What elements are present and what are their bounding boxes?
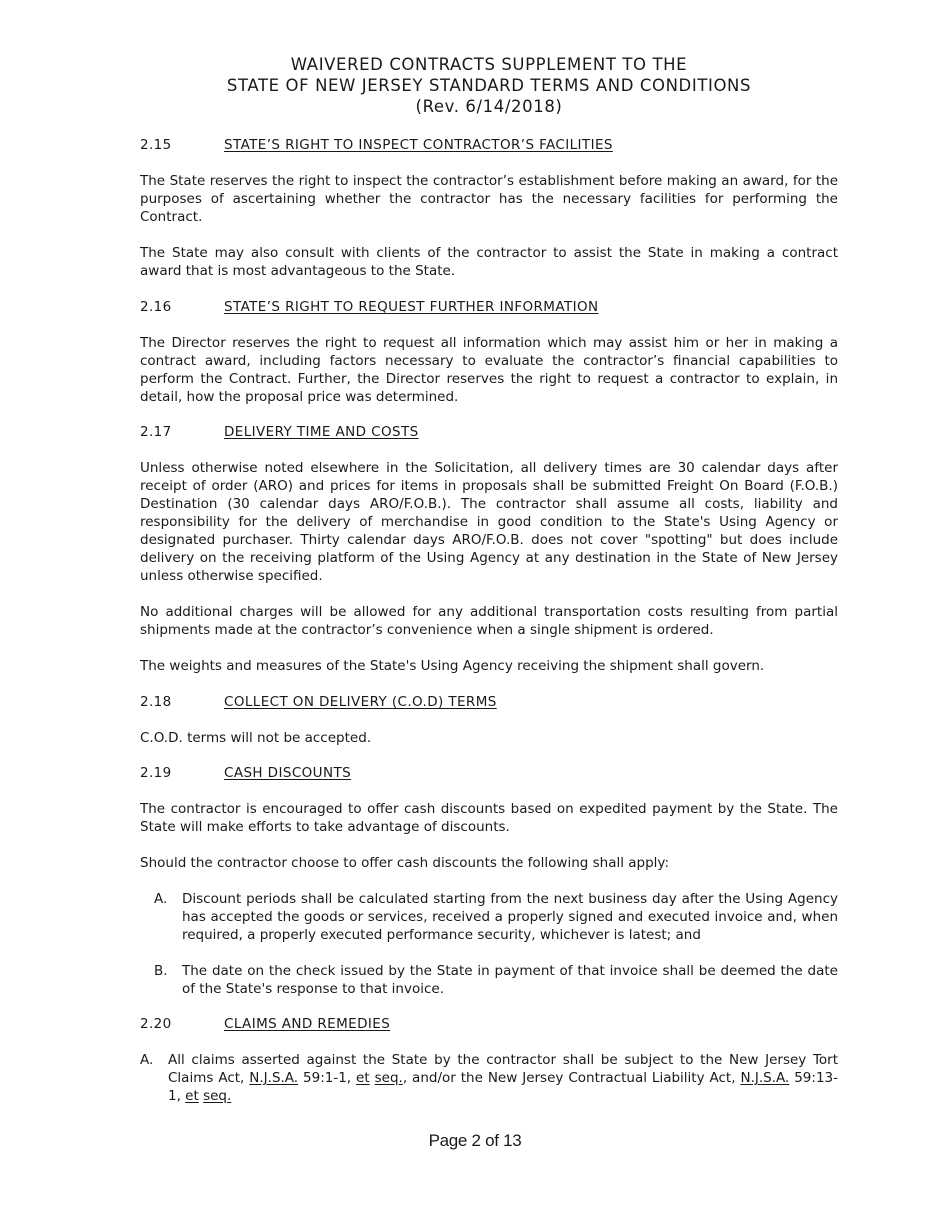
section-number: 2.15: [140, 137, 172, 153]
section-heading-2-20: [140, 1015, 838, 1033]
section-title: STATE’S RIGHT TO REQUEST FURTHER INFORMATION: [224, 299, 599, 315]
title-revision: (Rev. 6/14/2018): [415, 97, 563, 116]
section-number: 2.16: [140, 299, 172, 315]
title-line-2: STATE OF NEW JERSEY STANDARD TERMS AND CONDITIONS: [226, 76, 752, 95]
document-title: [140, 54, 838, 117]
section-heading-2-17: [140, 423, 838, 441]
section-heading-2-15: [140, 136, 838, 154]
statute-citation: N.J.S.A.: [249, 1070, 299, 1086]
paragraph: The contractor is encouraged to offer cash discounts based on expedited payment by the State. The State will make efforts to take advantage of discounts.: [140, 801, 838, 835]
document-page: [140, 54, 838, 1105]
list-marker: A.: [140, 1052, 154, 1068]
paragraph: C.O.D. terms will not be accepted.: [140, 730, 372, 746]
latin-abbreviation: et: [185, 1088, 199, 1104]
section-title: DELIVERY TIME AND COSTS: [224, 424, 419, 440]
section-title: CASH DISCOUNTS: [224, 765, 352, 781]
list-item-text: All claims asserted against the State by the contractor shall be subject to the New Jersey Tort Claims Act, N.J.S.A. 59:1-1, et seq., and/or the New Jersey Contractual Liability Act, N.J.S.A. 59:13-1, et seq.: [168, 1052, 838, 1104]
section-number: 2.19: [140, 765, 172, 781]
paragraph: The State reserves the right to inspect the contractor’s establishment before making an award, for the purposes of ascertaining whether the contractor has the necessary facilities for performing the Contract.: [140, 173, 838, 225]
paragraph: Unless otherwise noted elsewhere in the Solicitation, all delivery times are 30 calendar days after receipt of order (ARO) and prices for items in proposals shall be submitted Freight On Board (F.O.B.) Destination (30 calendar days ARO/F.O.B.). The contractor shall assume all costs, liability and responsibility for the delivery of merchandise in good condition to the State's Using Agency or designated purchaser. Thirty calendar days ARO/F.O.B. does not cover "spotting" but does include delivery on the receiving platform of the Using Agency at any destination in the State of New Jersey unless otherwise specified.: [140, 460, 838, 584]
section-title: STATE’S RIGHT TO INSPECT CONTRACTOR’S FACILITIES: [224, 137, 613, 153]
section-number: 2.17: [140, 424, 172, 440]
list-marker: A.: [154, 891, 168, 907]
page-number: Page 2 of 13: [428, 1131, 522, 1150]
list-marker: B.: [154, 963, 168, 979]
list-item-text: The date on the check issued by the State in payment of that invoice shall be deemed the date of the State's response to that invoice.: [182, 963, 838, 997]
section-heading-2-16: [140, 298, 838, 316]
latin-abbreviation: et: [356, 1070, 370, 1086]
paragraph: The State may also consult with clients of the contractor to assist the State in making a contract award that is most advantageous to the State.: [140, 245, 838, 279]
list-item: [140, 1051, 838, 1105]
list-item-text: Discount periods shall be calculated starting from the next business day after the Using Agency has accepted the goods or services, received a properly signed and executed invoice and, when required, a properly executed performance security, whichever is latest; and: [182, 891, 838, 943]
paragraph: The weights and measures of the State's Using Agency receiving the shipment shall govern.: [140, 658, 765, 674]
section-number: 2.18: [140, 694, 172, 710]
statute-citation: N.J.S.A.: [740, 1070, 790, 1086]
list-item: [140, 890, 838, 944]
latin-abbreviation: seq.: [203, 1088, 232, 1104]
list-item: [140, 962, 838, 998]
section-heading-2-18: [140, 693, 838, 711]
section-title: COLLECT ON DELIVERY (C.O.D) TERMS: [224, 694, 497, 710]
paragraph: Should the contractor choose to offer cash discounts the following shall apply:: [140, 855, 669, 871]
section-number: 2.20: [140, 1016, 172, 1032]
section-title: CLAIMS AND REMEDIES: [224, 1016, 391, 1032]
paragraph: The Director reserves the right to request all information which may assist him or her in making a contract award, including factors necessary to evaluate the contractor’s financial capabilities to perform the Contract. Further, the Director reserves the right to request a contractor to explain, in detail, how the proposal price was determined.: [140, 335, 838, 405]
title-line-1: WAIVERED CONTRACTS SUPPLEMENT TO THE: [290, 55, 688, 74]
latin-abbreviation: seq.: [374, 1070, 403, 1086]
paragraph: No additional charges will be allowed for any additional transportation costs resulting from partial shipments made at the contractor’s convenience when a single shipment is ordered.: [140, 604, 838, 638]
section-heading-2-19: [140, 764, 838, 782]
